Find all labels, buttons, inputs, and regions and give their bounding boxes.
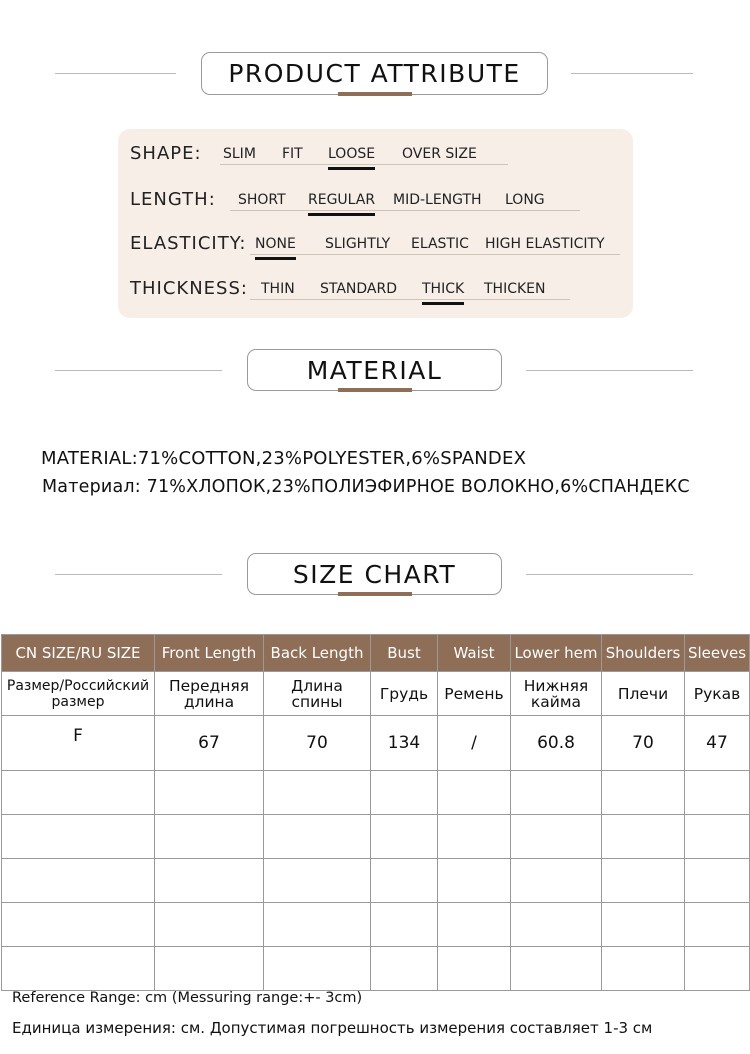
attr-option: LONG [505,192,545,208]
attr-underline [230,210,580,211]
divider-left [55,574,222,575]
cell-front-length: 67 [155,716,264,771]
attr-row-thickness [130,278,620,308]
header-ru-cell: Нижняя кайма [511,672,602,716]
table-header-row [2,635,750,672]
section-title-material [247,349,502,391]
empty-row [2,947,750,991]
attr-label: LENGTH: [130,189,216,210]
attr-option: HIGH ELASTICITY [485,236,605,252]
cell-waist: / [438,716,511,771]
cell-lower-hem: 60.8 [511,716,602,771]
header-ru-cell: Длина спины [264,672,371,716]
attr-row-length [130,189,620,219]
title-accent-bar [338,592,412,596]
section-title-text: MATERIAL [306,355,443,385]
cell-shoulders: 70 [602,716,685,771]
attr-label: SHAPE: [130,143,202,164]
section-title-text: PRODUCT ATTRIBUTE [228,59,521,88]
material-text-ru: Материал: 71%ХЛОПОК,23%ПОЛИЭФИРНОЕ ВОЛОКНО,6%СПАНДЕКС [42,477,690,497]
attr-option: MID-LENGTH [393,192,482,208]
header-ru-cell: Грудь [371,672,438,716]
reference-note-ru: Единица измерения: см. Допустимая погрешность измерения составляет 1-3 см [12,1019,653,1037]
empty-row [2,859,750,903]
cell-size: F [2,716,155,771]
divider-right [571,73,693,74]
section-title-size-chart [247,553,502,595]
attr-row-elasticity [130,233,630,263]
header-bust: Bust [371,635,438,672]
title-accent-bar [338,92,412,96]
attr-option: ELASTIC [411,236,469,252]
header-front-length: Front Length [155,635,264,672]
header-ru-cell: Рукав [685,672,750,716]
section-title-product-attribute [201,52,548,95]
empty-row [2,903,750,947]
empty-row [2,771,750,815]
attr-underline [250,299,570,300]
attr-underline [220,164,508,165]
attr-option-selected: LOOSE [328,146,376,162]
cell-sleeves: 47 [685,716,750,771]
attr-option: SLIGHTLY [325,236,391,252]
attr-option-selected: REGULAR [308,192,376,208]
attr-option: THIN [261,281,295,297]
section-title-text: SIZE CHART [292,559,457,589]
header-shoulders: Shoulders [602,635,685,672]
divider-right [526,574,693,575]
header-cn-size: CN SIZE/RU SIZE [2,635,155,672]
header-ru-cell: Размер/Российский размер [2,672,155,716]
attr-option: STANDARD [320,281,398,297]
attr-underline [250,254,620,255]
header-back-length: Back Length [264,635,371,672]
attr-row-shape [130,143,620,173]
header-waist: Waist [438,635,511,672]
attr-option: THICKEN [484,281,546,297]
attr-label: THICKNESS: [130,278,248,299]
header-lower-hem: Lower hem [511,635,602,672]
size-chart-table [1,634,750,991]
material-text-en: MATERIAL:71%COTTON,23%POLYESTER,6%SPANDEX [41,448,527,469]
header-ru-cell: Ремень [438,672,511,716]
attr-option: SHORT [238,192,286,208]
cell-bust: 134 [371,716,438,771]
title-accent-bar [338,388,412,392]
attr-option: FIT [282,146,303,162]
attr-option: OVER SIZE [402,146,477,162]
header-ru-cell: Передняя длина [155,672,264,716]
header-ru-cell: Плечи [602,672,685,716]
attr-option: SLIM [223,146,256,162]
divider-left [55,73,176,74]
table-row [2,716,750,771]
attr-option-selected: THICK [422,281,465,297]
header-sleeves: Sleeves [685,635,750,672]
empty-row [2,815,750,859]
divider-right [526,370,693,371]
attribute-panel [118,129,633,318]
cell-back-length: 70 [264,716,371,771]
divider-left [55,370,222,371]
attr-label: ELASTICITY: [130,233,247,254]
attr-option-selected: NONE [255,236,296,252]
table-header-ru-row [2,672,750,716]
reference-note-en: Reference Range: cm (Messuring range:+- 3cm) [12,990,363,1006]
